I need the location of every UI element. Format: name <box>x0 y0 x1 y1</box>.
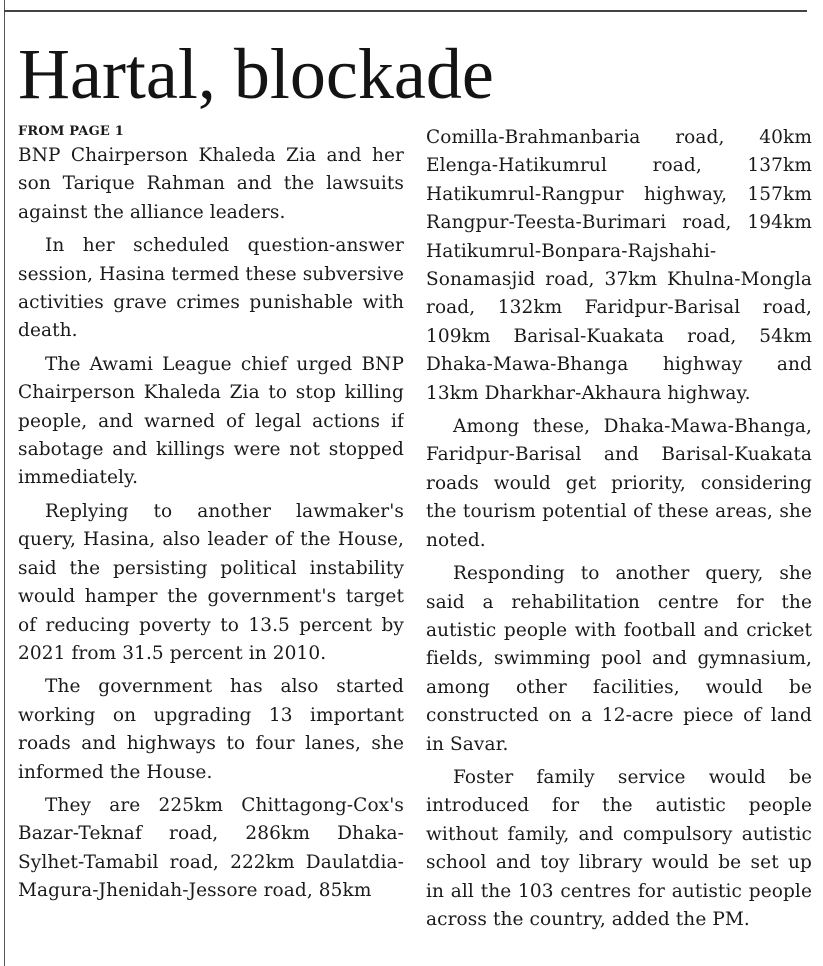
paragraph: The government has also started working on upgrading 13 important roads and highways to four lanes, she informed the House. <box>18 676 404 783</box>
paragraph: Comilla-Brahmanbaria road, 40km Elenga-Hatikumrul road, 137km Hatikumrul-Rangpur highway, 157km Rangpur-Teesta-Burimari road, 194km Hatikumrul-Bonpara-Rajshahi-Sonamasjid road, 37km Khulna-Mongla road, 132km Faridpur-Barisal road, 109km Barisal-Kuakata road, 54km Dhaka-Mawa-Bhanga highway and 13km Dharkhar-Akhaura highway. <box>426 127 812 404</box>
left-border-rule <box>4 0 5 966</box>
paragraph: In her scheduled question-answer session, Hasina termed these subversive activities grave crimes punishable with death. <box>18 235 404 342</box>
paragraph: BNP Chairperson Khaleda Zia and her son Tarique Rahman and the lawsuits against the alliance leaders. <box>18 145 404 223</box>
paragraph: They are 225km Chittagong-Cox's Bazar-Teknaf road, 286km Dhaka-Sylhet-Tamabil road, 222km Daulatdia-Magura-Jhenidah-Jessore road, 85km <box>18 794 404 902</box>
article-body <box>18 124 816 966</box>
paragraph: Among these, Dhaka-Mawa-Bhanga, Faridpur-Barisal and Barisal-Kuakata roads would get priority, considering the tourism potential of these areas, she noted. <box>426 416 812 551</box>
left-column <box>18 124 404 966</box>
top-border-rule <box>4 10 807 12</box>
paragraph: The Awami League chief urged BNP Chairperson Khaleda Zia to stop killing people, and warned of legal actions if sabotage and killings were not stopped immediately. <box>18 353 404 489</box>
paragraph: Foster family service would be introduced for the autistic people without family, and compulsory autistic school and toy library would be set up in all the 103 centres for autistic people across the country, added the PM. <box>426 766 812 930</box>
continued-from-label: FROM PAGE 1 <box>18 124 124 139</box>
right-column <box>426 124 812 966</box>
paragraph: Responding to another query, she said a rehabilitation centre for the autistic people with football and cricket fields, swimming pool and gymnasium, among other facilities, would be constructed on a 12-acre piece of land in Savar. <box>426 563 812 755</box>
headline: Hartal, blockade <box>18 34 494 114</box>
paragraph: Replying to another lawmaker's query, Hasina, also leader of the House, said the persisting political instability would hamper the government's target of reducing poverty to 13.5 percent by 2021 from 31.5 percent in 2010. <box>18 500 404 664</box>
